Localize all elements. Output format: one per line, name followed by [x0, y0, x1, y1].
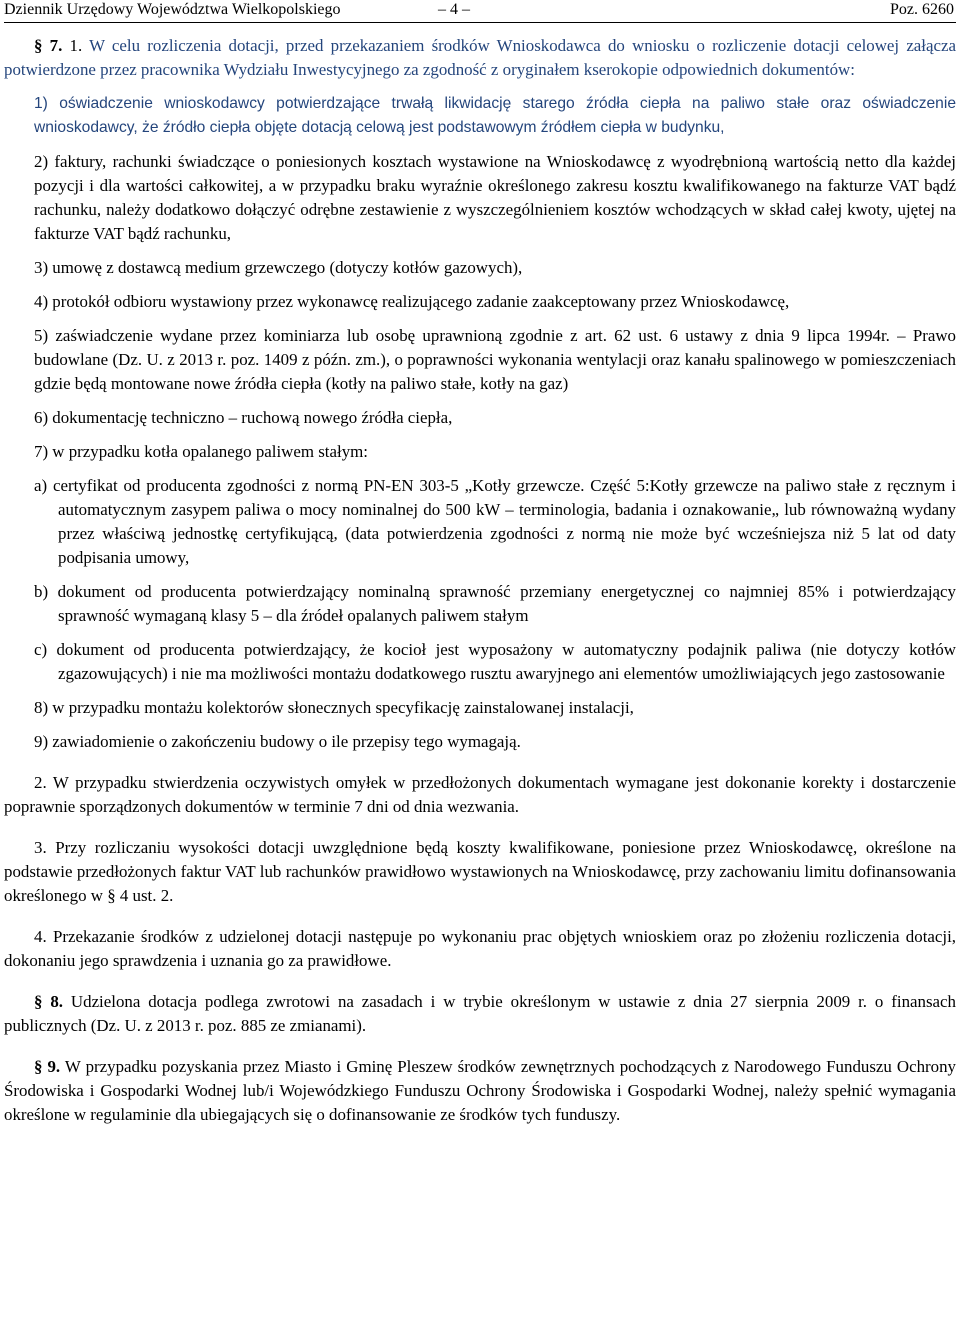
list-item-6: 6) dokumentację techniczno – ruchową nowego źródła ciepła, — [34, 408, 453, 427]
journal-title: Dziennik Urzędowy Województwa Wielkopolskiego — [4, 1, 341, 18]
paragraph-1-number: 1. — [69, 36, 83, 55]
page-header — [4, 0, 956, 23]
section-7-paragraph-1 — [4, 34, 956, 82]
list-item-4: 4) protokół odbioru wystawiony przez wykonawcę realizującego zadanie zaakceptowany przez Wnioskodawcę, — [34, 292, 790, 311]
page-number: – 4 – — [438, 1, 470, 18]
list-item-3: 3) umowę z dostawcą medium grzewczego (dotyczy kotłów gazowych), — [34, 258, 523, 277]
section-9-number: § 9. — [34, 1057, 61, 1076]
section-8-text: Udzielona dotacja podlega zwrotowi na zasadach i w trybie określonym w ustawie z dnia 27 sierpnia 2009 r. o finansach publicznych (Dz. U. z 2013 r. poz. 885 ze zmianami). — [4, 992, 956, 1035]
section-8-paragraph — [4, 990, 956, 1038]
section-9-paragraph — [4, 1055, 956, 1127]
position-number: Poz. 6260 — [890, 1, 954, 18]
section-7-paragraph-4: 4. Przekazanie środków z udzielonej dotacji następuje po wykonaniu prac objętych wnioskiem oraz po złożeniu rozliczenia dotacji, dokonaniu jego sprawdzenia i uznania go za prawidłowe. — [4, 927, 956, 970]
sub-item-c: c) dokument od producenta potwierdzający, że kocioł jest wyposażony w automatyczny podajnik paliwa (nie dotyczy kotłów zgazowujących) i nie ma możliwości montażu dodatkowego rusztu awaryjnego ani elementów umożliwiających jego zastosowanie — [34, 640, 956, 683]
section-9-text: W przypadku pozyskania przez Miasto i Gminę Pleszew środków zewnętrznych pochodzących z Narodowego Funduszu Ochrony Środowiska i Gospodarki Wodnej lub/i Wojewódzkiego Funduszu Ochrony Środowiska i Gospodarki Wodnej, należy spełnić wymagania określone w regulaminie dla ubiegających się o dofinansowanie ze środków tych funduszy. — [4, 1057, 956, 1124]
list-item-5: 5) zaświadczenie wydane przez kominiarza lub osobę uprawnioną zgodnie z art. 62 ust. 6 ustawy z dnia 9 lipca 1994r. – Prawo budowlane (Dz. U. z 2013 r. poz. 1409 z późn. zm.), o poprawności wykonania wentylacji oraz kanału spalinowego w pomieszczeniach gdzie będą montowane nowe źródła ciepła (kotły na paliwo stałe, kotły na gaz) — [34, 326, 956, 393]
list-item-1: 1) oświadczenie wnioskodawcy potwierdzające trwałą likwidację starego źródła ciepła na paliwo stałe oraz oświadczenie wnioskodawcy, że źródło ciepła objęte dotacją celową jest podstawowym źródłem ciepła w budynku, — [34, 95, 956, 136]
document-body — [4, 34, 956, 1127]
list-item-2: 2) faktury, rachunki świadczące o poniesionych kosztach wystawione na Wnioskodawcę z wyodrębnioną wartością netto dla każdej pozycji i dla wartości całkowitej, a w przypadku braku wyraźnie określonego zakresu kosztu kwalifikowanego na fakturze VAT bądź rachunku, należy dodatkowo dołączyć odrębne zestawienie z wyszczególnieniem kosztów wchodzących w skład całej kwoty, ujętej na fakturze VAT bądź rachunku, — [34, 152, 956, 243]
section-7-paragraph-3: 3. Przy rozliczaniu wysokości dotacji uwzględnione będą koszty kwalifikowane, poniesione przez Wnioskodawcę, określone na podstawie przedłożonych faktur VAT lub rachunków prawidłowo wystawionych na Wnioskodawcę, przy zachowaniu limitu dofinansowania określonego w § 4 ust. 2. — [4, 838, 956, 905]
section-8-number: § 8. — [34, 992, 64, 1011]
list-item-9: 9) zawiadomienie o zakończeniu budowy o ile przepisy tego wymagają. — [34, 732, 521, 751]
sub-item-b: b) dokument od producenta potwierdzający nominalną sprawność przemiany energetycznej co najmniej 85% i potwierdzający sprawność wymaganą klasy 5 – dla źródeł opalanych paliwem stałym — [34, 582, 956, 625]
list-item-8: 8) w przypadku montażu kolektorów słonecznych specyfikację zainstalowanej instalacji, — [34, 698, 634, 717]
section-7-number: § 7. — [34, 36, 63, 55]
paragraph-1-text: W celu rozliczenia dotacji, przed przekazaniem środków Wnioskodawca do wniosku o rozliczenie dotacji celowej załącza potwierdzone przez pracownika Wydziału Inwestycyjnego za zgodność z oryginałem kserokopie odpowiednich dokumentów: — [4, 36, 956, 79]
section-7-paragraph-2: 2. W przypadku stwierdzenia oczywistych omyłek w przedłożonych dokumentach wymagane jest dokonanie korekty i dostarczenie poprawnie sporządzonych dokumentów w terminie 7 dni od dnia wezwania. — [4, 773, 956, 816]
list-item-7: 7) w przypadku kotła opalanego paliwem stałym: — [34, 442, 368, 461]
sub-item-a: a) certyfikat od producenta zgodności z normą PN-EN 303-5 „Kotły grzewcze. Część 5:Kotły grzewcze na paliwo stałe z ręcznym i automatycznym zasypem paliwa o mocy nominalnej do 500 kW – terminologia, badania i oznakowanie„ lub równoważną wydany przez właściwą jednostkę certyfikującą, (data potwierdzenia zgodności z normą nie może być wcześniejsza niż 5 lat od daty podpisania umowy, — [34, 476, 956, 567]
